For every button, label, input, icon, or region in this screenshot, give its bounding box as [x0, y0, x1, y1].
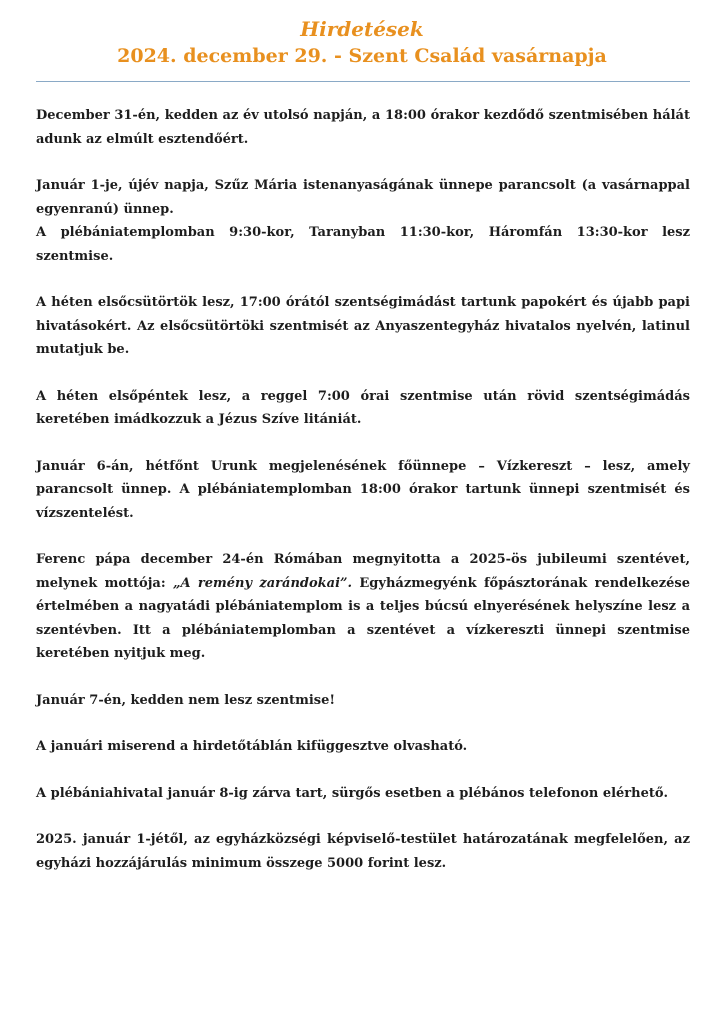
- announcement-first-friday: A héten elsőpéntek lesz, a reggel 7:00 órai szentmise után rövid szentségimádás keretében imádkozzuk a Jézus Szíve litániát.: [36, 388, 690, 427]
- document-header: [36, 16, 688, 70]
- announcement-jan1-feast: Január 1-je, újév napja, Szűz Mária istenanyaságának ünnepe parancsolt (a vasárnappal egyenranú) ünnep.: [36, 178, 690, 217]
- jubilee-details: Egyházmegyénk főpásztorának rendelkezése értelmében a nagyatádi plébániatemplom is a teljes búcsú elnyerésének helyszíne lesz a szentévben. Itt a plébániatemplomban a szentévet a vízkereszti ünnepi szentmise keretében nyitjuk meg.: [36, 575, 690, 661]
- announcement-epiphany: Január 6-án, hétfőnt Urunk megjelenésének főünnepe – Vízkereszt – lesz, amely parancsolt ünnep. A plébániatemplomban 18:00 órakor tartunk ünnepi szentmisét és vízszentelést.: [36, 458, 690, 521]
- page-subtitle: 2024. december 29. - Szent Család vasárnapja: [117, 45, 607, 67]
- announcement-first-thursday: A héten elsőcsütörtök lesz, 17:00 órától szentségimádást tartunk papokért és újabb papi hivatásokért. Az elsőcsütörtöki szentmisét az Anyaszentegyház hivatalos nyelvén, latinul mutatjuk be.: [36, 295, 690, 357]
- header-divider: [36, 81, 690, 82]
- announcement-jan7: Január 7-én, kedden nem lesz szentmise!: [36, 692, 336, 708]
- announcement-office: A plébániahivatal január 8-ig zárva tart, sürgős esetben a plébános telefonon elérhető.: [36, 785, 669, 801]
- jubilee-intro: Ferenc pápa december 24-én Rómában megnyitotta a 2025-ös jubileumi szentévet, melynek mottója:: [36, 552, 690, 591]
- announcement-jan1-masses: A plébániatemplomban 9:30-kor, Taranyban 11:30-kor, Háromfán 13:30-kor lesz szentmise.: [36, 225, 690, 264]
- announcement-jan1: [36, 174, 690, 268]
- announcement-jubilee: [36, 548, 690, 666]
- announcement-schedule: A januári miserend a hirdetőtáblán kifüggesztve olvasható.: [36, 739, 468, 754]
- announcement-dec31: December 31-én, kedden az év utolsó napján, a 18:00 órakor kezdődő szentmisében hálát adunk az elmúlt esztendőért.: [36, 108, 690, 147]
- announcements-body: [36, 104, 690, 875]
- announcement-contribution: 2025. január 1-jétől, az egyházközségi képviselő-testület határozatának megfelelően, az egyházi hozzájárulás minimum összege 5000 forint lesz.: [36, 832, 690, 871]
- page-title: Hirdetések: [300, 17, 424, 41]
- jubilee-motto: „A remény zarándokai”.: [172, 575, 353, 591]
